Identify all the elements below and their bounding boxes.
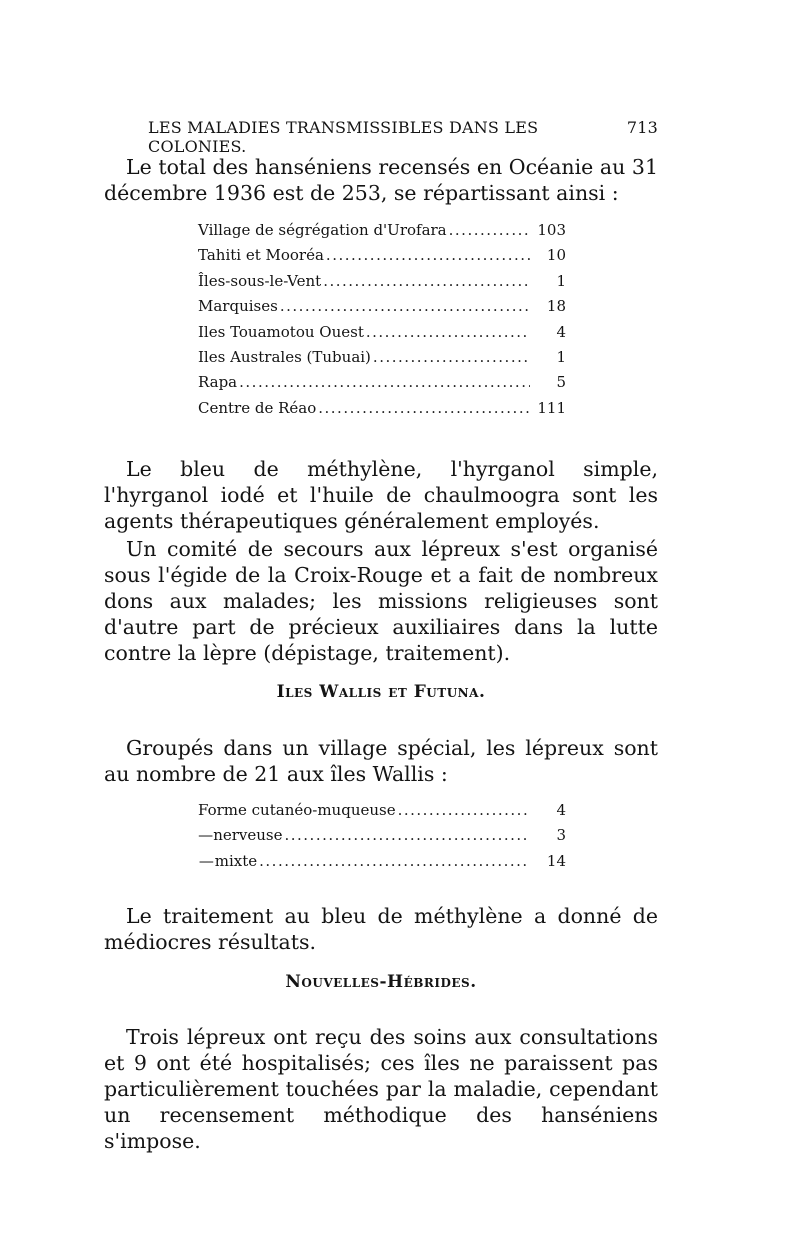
page-number: 713 — [626, 118, 658, 137]
leader-dots — [366, 320, 530, 345]
section-heading-hebrides: Nouvelles-Hébrides. — [285, 972, 477, 992]
leader-dots — [284, 823, 530, 848]
row-value: 18 — [546, 297, 566, 316]
leader-dots — [373, 345, 530, 370]
row-label: Tahiti et Mooréa — [198, 246, 324, 265]
table-row — [198, 396, 566, 421]
table-row — [198, 823, 566, 848]
wallis-paragraph: Groupés dans un village spécial, les lépreux sont au nombre de 21 aux îles Wallis : — [104, 736, 658, 786]
row-value: 10 — [546, 246, 566, 265]
leader-dots — [323, 269, 530, 294]
row-label: mixte — [214, 851, 258, 870]
table-row — [198, 849, 566, 874]
ditto-dash: — — [198, 826, 214, 845]
table-row — [198, 243, 566, 268]
table-row — [198, 269, 566, 294]
census-table — [198, 218, 566, 421]
section-heading-wallis: Iles Wallis et Futuna. — [276, 682, 486, 702]
row-label: Centre de Réao — [198, 398, 317, 417]
leader-dots — [239, 370, 530, 395]
table-row — [198, 218, 566, 243]
table-row — [198, 294, 566, 319]
leader-dots — [318, 396, 530, 421]
leader-dots — [398, 798, 530, 823]
row-value: 5 — [556, 373, 566, 392]
row-value: 14 — [546, 851, 566, 870]
leader-dots — [449, 218, 530, 243]
leader-dots — [280, 294, 530, 319]
row-label: Îles-sous-le-Vent — [198, 271, 322, 290]
row-label: Iles Touamotou Ouest — [198, 322, 364, 341]
red-cross-paragraph: Un comité de secours aux lépreux s'est organisé sous l'égide de la Croix-Rouge et a fait de nombreux dons aux malades; les missions religieuses sont d'autre part de précieux auxiliaires dans la lutte contre la lèpre (dépistage, traitement). — [104, 537, 658, 665]
row-value: 111 — [537, 398, 566, 417]
row-value: 103 — [537, 221, 566, 239]
wallis-table — [198, 798, 566, 874]
row-label: Iles Australes (Tubuai) — [198, 348, 371, 367]
leader-dots — [326, 243, 530, 268]
row-label: nerveuse — [213, 826, 283, 845]
row-value: 1 — [556, 348, 566, 367]
wallis-result-paragraph: Le traitement au bleu de méthylène a donné de médiocres résultats. — [104, 904, 658, 954]
hebrides-paragraph: Trois lépreux ont reçu des soins aux consultations et 9 ont été hospitalisés; ces îles ne paraissent pas particulièrement touchées par la maladie, cependant un recensement méthodique des hanséniens s'impose. — [104, 1025, 658, 1153]
intro-paragraph: Le total des hanséniens recensés en Océanie au 31 décembre 1936 est de 253, se répartissant ainsi : — [104, 155, 658, 205]
row-label: Village de ségrégation d'Urofara — [198, 221, 447, 239]
running-title: LES MALADIES TRANSMISSIBLES DANS LES COLONIES. — [148, 118, 539, 156]
row-value: 1 — [556, 271, 566, 290]
ditto-dash: — — [198, 851, 214, 870]
row-label: Marquises — [198, 297, 278, 316]
row-label: Rapa — [198, 373, 238, 392]
table-row — [198, 345, 566, 370]
table-row — [198, 798, 566, 823]
leader-dots — [259, 849, 530, 874]
row-label: Forme cutanéo-muqueuse — [198, 801, 396, 819]
table-row — [198, 370, 566, 395]
treatment-paragraph: Le bleu de méthylène, l'hyrganol simple, l'hyrganol iodé et l'huile de chaulmoogra sont les agents thérapeutiques généralement employés. — [104, 457, 658, 533]
row-value: 3 — [556, 826, 566, 845]
table-row — [198, 320, 566, 345]
row-value: 4 — [556, 322, 566, 341]
row-value: 4 — [556, 801, 566, 819]
running-head — [148, 118, 658, 156]
